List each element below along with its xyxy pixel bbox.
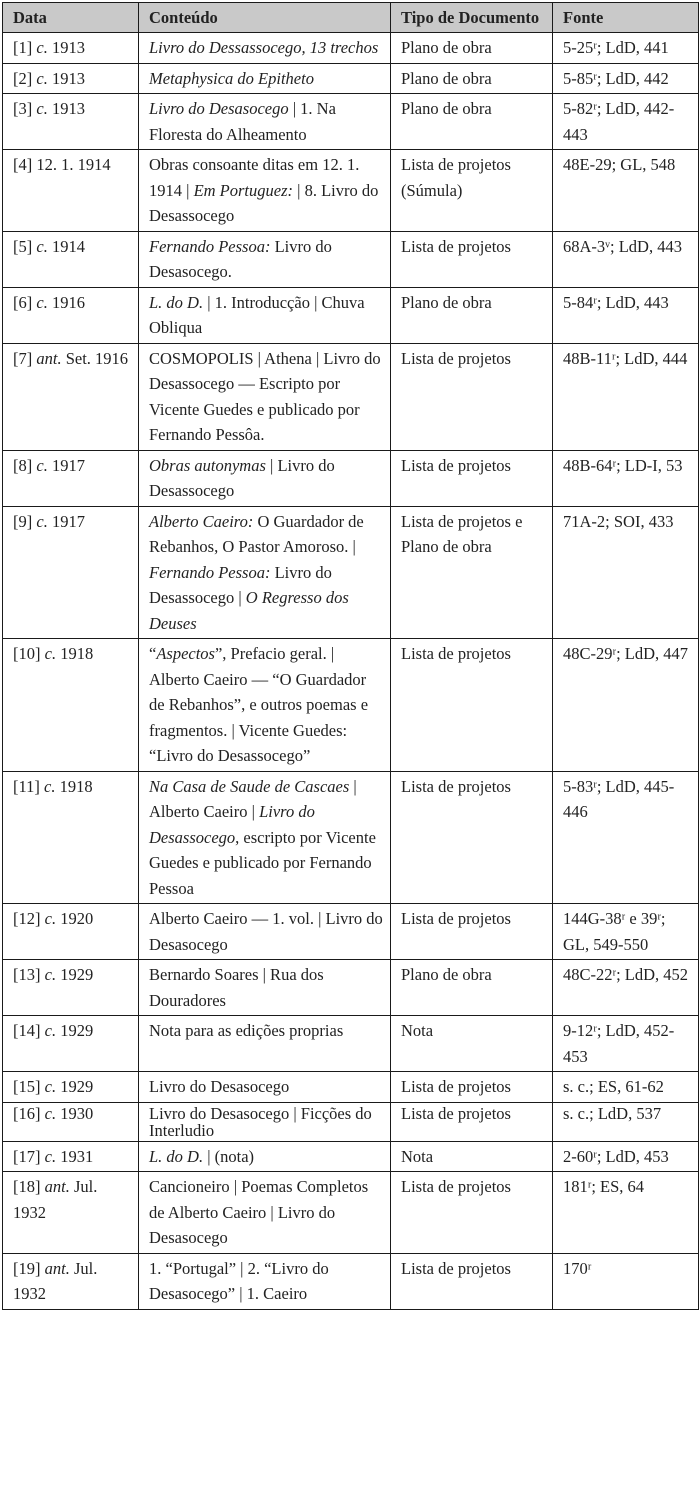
cell-data-segment: c. bbox=[44, 644, 57, 663]
cell-data-segment: c. bbox=[36, 99, 48, 118]
cell-data-segment: 1918 bbox=[55, 776, 93, 796]
table-row bbox=[3, 63, 699, 94]
cell-conteudo bbox=[139, 639, 391, 772]
cell-conteudo-segment: Cancioneiro | Poemas Completos de Alberto Caeiro | Livro do Desasocego bbox=[149, 1177, 369, 1247]
cell-data bbox=[3, 639, 139, 772]
cell-conteudo bbox=[139, 63, 391, 94]
table-body bbox=[3, 33, 699, 1310]
cell-data-segment: [4] 12. 1. 1914 bbox=[13, 155, 111, 174]
cell-data-segment: c. bbox=[44, 1146, 57, 1166]
cell-conteudo-segment: Livro do Desassocego | bbox=[149, 562, 332, 607]
cell-tipo: Plano de obra bbox=[391, 63, 553, 94]
header-fonte: Fonte bbox=[553, 3, 699, 33]
header-conteudo: Conteúdo bbox=[139, 3, 391, 33]
cell-data-segment: Jul. 1932 bbox=[13, 1177, 98, 1222]
cell-conteudo bbox=[139, 771, 391, 904]
cell-tipo: Lista de projetos bbox=[391, 450, 553, 506]
cell-fonte: 170ʳ bbox=[553, 1253, 699, 1309]
table-row bbox=[3, 904, 699, 960]
cell-conteudo-segment: “ bbox=[149, 644, 157, 663]
cell-data-segment: [16] bbox=[13, 1103, 45, 1123]
cell-data bbox=[3, 1016, 139, 1072]
cell-conteudo-segment: | 1. Na Floresta do Alheamento bbox=[149, 99, 336, 144]
cell-conteudo-segment: L. do D. bbox=[149, 1146, 204, 1166]
cell-conteudo bbox=[139, 94, 391, 150]
table-row bbox=[3, 1102, 699, 1141]
cell-tipo: Lista de projetos e Plano de obra bbox=[391, 506, 553, 639]
cell-conteudo-segment: Livro do Desasocego bbox=[149, 99, 289, 118]
cell-data bbox=[3, 960, 139, 1016]
cell-data-segment: 1920 bbox=[56, 909, 94, 928]
cell-data-segment: Jul. 1932 bbox=[13, 1258, 98, 1303]
cell-conteudo bbox=[139, 150, 391, 232]
cell-data-segment: 1929 bbox=[56, 965, 94, 984]
cell-conteudo-segment: L. do D. bbox=[149, 292, 204, 312]
header-data: Data bbox=[3, 3, 139, 33]
cell-conteudo bbox=[139, 1016, 391, 1072]
cell-conteudo-segment: Na Casa de Saude de Cascaes bbox=[149, 776, 350, 796]
cell-tipo: Lista de projetos bbox=[391, 231, 553, 287]
cell-data-segment: 1916 bbox=[47, 292, 85, 312]
cell-data-segment: c. bbox=[44, 1077, 57, 1096]
cell-conteudo-segment: Alberto Caeiro — 1. vol. | Livro do Desasocego bbox=[149, 909, 383, 954]
cell-fonte: 5-83ʳ; LdD, 445-446 bbox=[553, 771, 699, 904]
cell-conteudo-segment: Fernando Pessoa: bbox=[149, 236, 271, 256]
cell-data-segment: c. bbox=[44, 1021, 57, 1040]
cell-data-segment: 1913 bbox=[47, 99, 85, 118]
cell-conteudo-segment: Metaphysica do Epitheto bbox=[149, 68, 314, 88]
cell-conteudo bbox=[139, 506, 391, 639]
cell-data bbox=[3, 63, 139, 94]
cell-fonte: 5-85ʳ; LdD, 442 bbox=[553, 63, 699, 94]
cell-conteudo bbox=[139, 1072, 391, 1103]
cell-data-segment: [3] bbox=[13, 99, 37, 118]
cell-tipo: Plano de obra bbox=[391, 94, 553, 150]
cell-fonte: 48B-11ʳ; LdD, 444 bbox=[553, 343, 699, 450]
cell-conteudo-segment: Alberto Caeiro: bbox=[149, 511, 254, 531]
cell-data bbox=[3, 1102, 139, 1141]
table-row bbox=[3, 94, 699, 150]
cell-conteudo-segment: O Regresso dos Deuses bbox=[149, 588, 349, 633]
cell-data-segment: [15] bbox=[13, 1077, 45, 1096]
cell-data-segment: c. bbox=[44, 1103, 57, 1123]
cell-conteudo bbox=[139, 33, 391, 64]
cell-conteudo-segment: | Alberto Caeiro | bbox=[149, 776, 357, 821]
table-row bbox=[3, 639, 699, 772]
cell-data-segment: [18] bbox=[13, 1177, 45, 1196]
header-row bbox=[3, 3, 699, 33]
cell-data bbox=[3, 506, 139, 639]
cell-data-segment: Set. 1916 bbox=[61, 348, 129, 368]
cell-data-segment: [6] bbox=[13, 292, 37, 312]
table-row bbox=[3, 1172, 699, 1254]
cell-conteudo-segment: COSMOPOLIS | Athena | Livro do Desassocego — Escripto por Vicente Guedes e publicado por Fernando Pessôa. bbox=[149, 348, 381, 444]
cell-conteudo-segment: Nota para as edições proprias bbox=[149, 1021, 344, 1040]
cell-conteudo-segment: Livro do Desassocego bbox=[149, 802, 315, 847]
cell-conteudo-segment: Em Portuguez: bbox=[193, 180, 294, 200]
cell-conteudo-segment: Livro do Desasocego | Ficções do Interludio bbox=[149, 1103, 372, 1140]
cell-fonte: 9-12ʳ; LdD, 452-453 bbox=[553, 1016, 699, 1072]
cell-tipo: Lista de projetos bbox=[391, 1172, 553, 1254]
cell-data-segment: [17] bbox=[13, 1146, 45, 1166]
cell-data-segment: c. bbox=[44, 909, 57, 928]
cell-data bbox=[3, 94, 139, 150]
cell-conteudo bbox=[139, 1141, 391, 1172]
cell-tipo: Lista de projetos bbox=[391, 1253, 553, 1309]
cell-data-segment: 1913 bbox=[47, 68, 85, 88]
cell-data bbox=[3, 450, 139, 506]
cell-fonte: 48E-29; GL, 548 bbox=[553, 150, 699, 232]
cell-fonte: 48C-29ʳ; LdD, 447 bbox=[553, 639, 699, 772]
cell-conteudo bbox=[139, 960, 391, 1016]
table-row bbox=[3, 1072, 699, 1103]
cell-data-segment: 1917 bbox=[47, 455, 85, 475]
cell-conteudo-segment: Obras autonymas bbox=[149, 455, 266, 475]
cell-conteudo-segment: ”, Prefacio geral. | Alberto Caeiro — “O Guardador de Rebanhos”, e outros poemas e fragmentos. | Vicente Guedes: “Livro do Desassocego” bbox=[149, 644, 369, 765]
cell-fonte: 144G-38ʳ e 39ʳ; GL, 549-550 bbox=[553, 904, 699, 960]
cell-data-segment: [7] bbox=[13, 348, 37, 368]
cell-data-segment: [1] bbox=[13, 38, 37, 57]
cell-tipo: Lista de projetos bbox=[391, 1102, 553, 1141]
cell-conteudo-segment: Livro do Dessassocego, 13 trechos bbox=[149, 38, 379, 57]
cell-data bbox=[3, 33, 139, 64]
cell-tipo: Lista de projetos bbox=[391, 771, 553, 904]
cell-data-segment: c. bbox=[36, 292, 48, 312]
cell-conteudo-segment: Fernando Pessoa: bbox=[149, 562, 271, 582]
table-row bbox=[3, 150, 699, 232]
cell-data bbox=[3, 904, 139, 960]
cell-data-segment: ant. bbox=[36, 348, 62, 368]
cell-fonte: 5-25ʳ; LdD, 441 bbox=[553, 33, 699, 64]
table-row bbox=[3, 450, 699, 506]
cell-data bbox=[3, 287, 139, 343]
cell-data-segment: c. bbox=[36, 38, 48, 57]
cell-tipo: Lista de projetos bbox=[391, 1072, 553, 1103]
cell-fonte: 71A-2; SOI, 433 bbox=[553, 506, 699, 639]
cell-fonte: 48B-64ʳ; LD-I, 53 bbox=[553, 450, 699, 506]
cell-conteudo-segment: | (nota) bbox=[203, 1146, 255, 1166]
cell-data-segment: c. bbox=[36, 511, 48, 531]
cell-data-segment: [14] bbox=[13, 1021, 45, 1040]
cell-conteudo-segment: 1. “Portugal” | 2. “Livro do Desasocego” | 1. Caeiro bbox=[149, 1258, 329, 1303]
table-row bbox=[3, 231, 699, 287]
cell-conteudo bbox=[139, 450, 391, 506]
cell-tipo: Plano de obra bbox=[391, 287, 553, 343]
cell-fonte: 5-84ʳ; LdD, 443 bbox=[553, 287, 699, 343]
cell-data-segment: [13] bbox=[13, 965, 45, 984]
cell-data-segment: c. bbox=[36, 236, 48, 256]
table-row bbox=[3, 960, 699, 1016]
cell-conteudo bbox=[139, 1253, 391, 1309]
cell-fonte: s. c.; ES, 61-62 bbox=[553, 1072, 699, 1103]
cell-data-segment: [8] bbox=[13, 455, 37, 475]
cell-fonte: 2-60ʳ; LdD, 453 bbox=[553, 1141, 699, 1172]
cell-fonte: 181ʳ; ES, 64 bbox=[553, 1172, 699, 1254]
cell-data bbox=[3, 150, 139, 232]
table-row bbox=[3, 33, 699, 64]
table-row bbox=[3, 506, 699, 639]
cell-data-segment: 1929 bbox=[56, 1077, 94, 1096]
cell-tipo: Lista de projetos bbox=[391, 343, 553, 450]
cell-data-segment: [19] bbox=[13, 1258, 45, 1278]
cell-conteudo-segment: Livro do Desasocego. bbox=[149, 236, 332, 281]
cell-conteudo-segment: | 1. Introducção | Chuva Obliqua bbox=[149, 292, 365, 337]
cell-data-segment: 1918 bbox=[56, 644, 94, 663]
cell-data-segment: 1930 bbox=[56, 1103, 94, 1123]
cell-conteudo bbox=[139, 343, 391, 450]
cell-data-segment: [12] bbox=[13, 909, 45, 928]
cell-tipo: Plano de obra bbox=[391, 960, 553, 1016]
cell-data-segment: [11] bbox=[13, 776, 45, 796]
cell-data-segment: c. bbox=[36, 68, 48, 88]
cell-data bbox=[3, 231, 139, 287]
cell-tipo: Lista de projetos (Súmula) bbox=[391, 150, 553, 232]
cell-data-segment: ant. bbox=[44, 1177, 70, 1196]
cell-data-segment: 1929 bbox=[56, 1021, 94, 1040]
cell-data-segment: [9] bbox=[13, 511, 37, 531]
cell-data-segment: ant. bbox=[44, 1258, 70, 1278]
cell-data bbox=[3, 1253, 139, 1309]
cell-data bbox=[3, 1172, 139, 1254]
cell-data-segment: [5] bbox=[13, 236, 37, 256]
cell-data-segment: c. bbox=[44, 776, 56, 796]
cell-tipo: Lista de projetos bbox=[391, 904, 553, 960]
table-row bbox=[3, 1016, 699, 1072]
cell-fonte: 48C-22ʳ; LdD, 452 bbox=[553, 960, 699, 1016]
cell-data bbox=[3, 771, 139, 904]
cell-data-segment: 1917 bbox=[47, 511, 85, 531]
cell-data-segment: 1913 bbox=[47, 38, 85, 57]
projects-table bbox=[2, 2, 699, 1310]
cell-conteudo-segment: O Guardador de Rebanhos, O Pastor Amoroso. | bbox=[149, 511, 364, 556]
cell-data-segment: c. bbox=[44, 965, 57, 984]
cell-tipo: Nota bbox=[391, 1016, 553, 1072]
cell-data-segment: [2] bbox=[13, 68, 37, 88]
cell-conteudo bbox=[139, 1172, 391, 1254]
cell-data-segment: 1931 bbox=[56, 1146, 94, 1166]
cell-data-segment: c. bbox=[36, 455, 48, 475]
cell-conteudo-segment: Obras consoante ditas em 12. 1. 1914 | bbox=[149, 155, 360, 200]
cell-conteudo bbox=[139, 904, 391, 960]
cell-conteudo bbox=[139, 231, 391, 287]
cell-data bbox=[3, 1141, 139, 1172]
table-row bbox=[3, 343, 699, 450]
cell-conteudo-segment: | 8. Livro do Desassocego bbox=[149, 180, 379, 225]
cell-conteudo bbox=[139, 287, 391, 343]
cell-fonte: 5-82ʳ; LdD, 442-443 bbox=[553, 94, 699, 150]
cell-data bbox=[3, 1072, 139, 1103]
cell-conteudo bbox=[139, 1102, 391, 1141]
cell-conteudo-segment: Aspectos bbox=[156, 644, 215, 663]
cell-tipo: Nota bbox=[391, 1141, 553, 1172]
cell-data-segment: 1914 bbox=[47, 236, 85, 256]
cell-tipo: Plano de obra bbox=[391, 33, 553, 64]
table-row bbox=[3, 1253, 699, 1309]
cell-data bbox=[3, 343, 139, 450]
table-row bbox=[3, 771, 699, 904]
cell-data-segment: [10] bbox=[13, 644, 45, 663]
table-row bbox=[3, 1141, 699, 1172]
cell-conteudo-segment: , escripto por Vicente Guedes e publicado por Fernando Pessoa bbox=[149, 827, 376, 898]
cell-conteudo-segment: Livro do Desasocego bbox=[149, 1077, 290, 1096]
header-tipo-de-documento: Tipo de Documento bbox=[391, 3, 553, 33]
cell-conteudo-segment: | Livro do Desassocego bbox=[149, 455, 335, 500]
cell-tipo: Lista de projetos bbox=[391, 639, 553, 772]
cell-fonte: s. c.; LdD, 537 bbox=[553, 1102, 699, 1141]
cell-conteudo-segment: Bernardo Soares | Rua dos Douradores bbox=[149, 965, 324, 1010]
table-row bbox=[3, 287, 699, 343]
cell-fonte: 68A-3ᵛ; LdD, 443 bbox=[553, 231, 699, 287]
